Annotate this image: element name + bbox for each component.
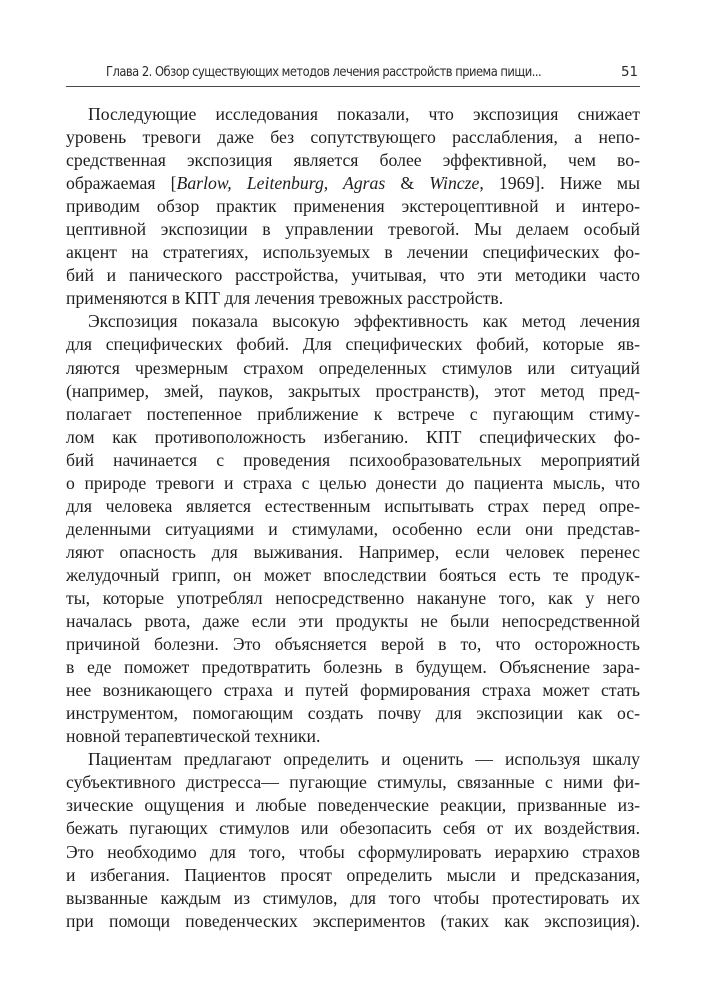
paragraph-2-line-19: новной терапевтической техники. bbox=[66, 726, 321, 747]
paragraph-1-line-2: уровень тревоги даже без сопутствующего расслабления, а непо- bbox=[66, 127, 640, 148]
paragraph-3-line-4: бежать пугающих стимулов или обезопасить себя от их воздействия. bbox=[66, 818, 640, 839]
paragraph-2-line-5: полагает постепенное приближение к встрече с пугающим стиму- bbox=[66, 403, 640, 424]
paragraph-3-line-8: при помощи поведенческих экспериментов (таких как экспозиция). bbox=[66, 910, 640, 931]
paragraph-2-line-10: деленными ситуациями и стимулами, особенно если они представ- bbox=[66, 518, 640, 539]
citation-lead-text: ображаемая [ bbox=[66, 173, 177, 194]
paragraph-2-line-3: ляются чрезмерным страхом определенных стимулов или ситуаций bbox=[66, 357, 640, 378]
paragraph-2-line-12: желудочный грипп, он может впоследствии бояться есть те продук- bbox=[66, 564, 640, 585]
paragraph-2-line-18: инструментом, помогающим создать почву для экспозиции как ос- bbox=[66, 703, 640, 724]
paragraph-3-line-1: Пациентам предлагают определить и оценить — используя шкалу bbox=[88, 749, 640, 770]
paragraph-3-line-3: зические ощущения и любые поведенческие реакции, призванные из- bbox=[66, 795, 640, 816]
paragraph-2-line-11: ляют опасность для выживания. Например, если человек перенес bbox=[66, 541, 640, 562]
citation-author-last: Wincze bbox=[429, 173, 480, 194]
paragraph-1-line-7: акцент на стратегиях, используемых в лечении специфических фо- bbox=[66, 242, 640, 263]
paragraph-1-line-9: применяются в КПТ для лечения тревожных расстройств. bbox=[66, 288, 504, 309]
paragraph-2-line-9: для человека является естественным испытывать страх перед опре- bbox=[66, 495, 640, 516]
paragraph-2-line-14: началась рвота, даже если эти продукты не были непосредственной bbox=[66, 611, 640, 632]
paragraph-2-line-8: о природе тревоги и страха с целью донести до пациента мысль, что bbox=[66, 472, 640, 493]
paragraph-2-line-4: (например, змей, пауков, закрытых пространств), этот метод пред- bbox=[66, 380, 640, 401]
running-head bbox=[66, 63, 640, 83]
paragraph-1-line-8: бий и панического расстройства, учитывая, что эти методики часто bbox=[66, 265, 640, 286]
paragraph-1-line-4 bbox=[66, 172, 640, 195]
paragraph-1-line-5: приводим обзор практик применения экстероцептивной и интеро- bbox=[66, 196, 640, 217]
citation-authors: Barlow, Leitenburg, Agras bbox=[176, 173, 386, 194]
paragraph-2-line-16: в еде поможет предотвратить болезнь в будущем. Объяснение зара- bbox=[66, 657, 640, 678]
citation-trailing-text: , 1969]. Ниже мы bbox=[479, 173, 640, 194]
paragraph-2-line-7: бий начинается с проведения психообразовательных мероприятий bbox=[66, 449, 640, 470]
body-text bbox=[66, 103, 640, 933]
paragraph-2-line-13: ты, которые употреблял непосредственно накануне того, как у него bbox=[66, 587, 640, 608]
paragraph-1-line-1: Последующие исследования показали, что экспозиция снижает bbox=[88, 104, 640, 124]
paragraph-3-line-2: субъективного дистресса— пугающие стимулы, связанные с ними фи- bbox=[66, 772, 640, 793]
paragraph-2-line-17: нее возникающего страха и путей формирования страха может стать bbox=[66, 680, 640, 701]
chapter-title: Глава 2. Обзор существующих методов лечения расстройств приема пищи... bbox=[106, 65, 542, 80]
paragraph-1-line-6: цептивной экспозиции в управлении тревогой. Мы делаем особый bbox=[66, 219, 640, 240]
page-number: 51 bbox=[620, 65, 638, 80]
paragraph-3-line-6: и избегания. Пациентов просят определить мысли и предсказания, bbox=[66, 864, 640, 885]
citation-ampersand: & bbox=[385, 173, 430, 194]
paragraph-2-line-1: Экспозиция показала высокую эффективность как метод лечения bbox=[88, 311, 640, 332]
header-rule bbox=[66, 86, 640, 87]
paragraph-3-line-5: Это необходимо для того, чтобы сформулировать иерархию страхов bbox=[66, 841, 640, 862]
paragraph-2-line-2: для специфических фобий. Для специфических фобий, которые яв- bbox=[66, 334, 640, 355]
paragraph-2-line-15: причиной болезни. Это объясняется верой в то, что осторожность bbox=[66, 634, 640, 655]
paragraph-2-line-6: лом как противоположность избеганию. КПТ специфических фо- bbox=[66, 426, 640, 447]
paragraph-1-line-3: средственная экспозиция является более эффективной, чем во- bbox=[66, 150, 640, 171]
paragraph-3-line-7: вызванные каждым из стимулов, для того чтобы протестировать их bbox=[66, 887, 640, 908]
